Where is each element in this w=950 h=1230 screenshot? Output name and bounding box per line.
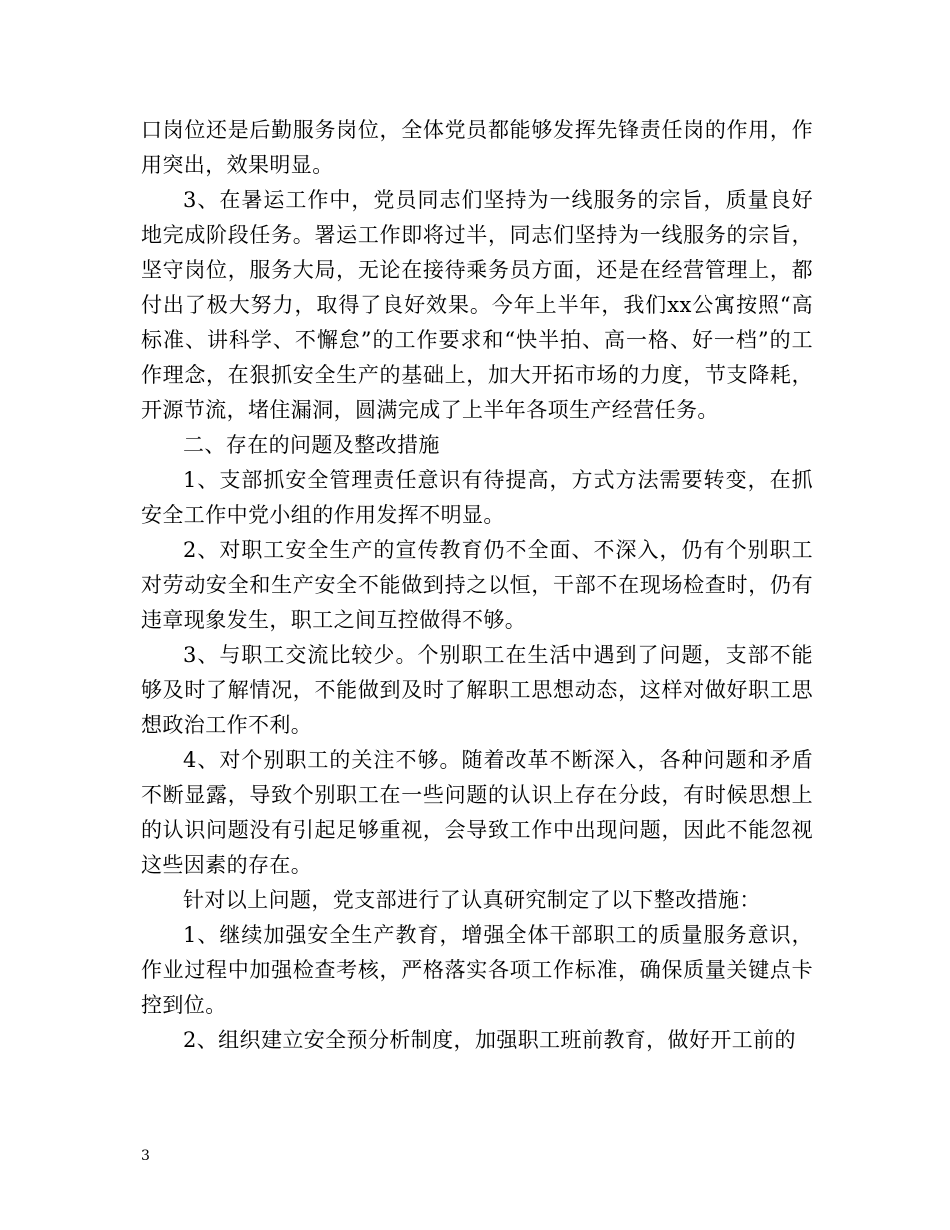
section-heading-problems: 二、存在的问题及整改措施: [183, 433, 440, 457]
paragraph-summer-transport: 3、在暑运工作中，党员同志们坚持为一线服务的宗旨，质量良好地完成阶段任务。署运工作即将过半，同志们坚持为一线服务的宗旨，坚守岗位，服务大局，无论在接待乘务员方面，还是在经营管理上，都付出了极大努力，取得了良好效果。今年上半年，我们xx公寓按照“高标准、讲科学、不懈怠”的工作要求和“快半拍、高一格、好一档”的工作理念，在狠抓安全生产的基础上，加大开拓市场的力度，节支降耗，开源节流，堵住漏洞，圆满完成了上半年各项生产经营任务。: [141, 188, 813, 422]
document-body: [141, 113, 813, 1058]
page-number: 3: [141, 1148, 150, 1164]
paragraph-continuation: 口岗位还是后勤服务岗位，全体党员都能够发挥先锋责任岗的作用，作用突出，效果明显。: [141, 118, 813, 177]
paragraph-measure-1: 1、继续加强安全生产教育，增强全体干部职工的质量服务意识，作业过程中加强检查考核，严格落实各项工作标准，确保质量关键点卡控到位。: [141, 923, 813, 1017]
paragraph-measure-2: 2、组织建立安全预分析制度，加强职工班前教育，做好开工前的: [183, 1028, 796, 1052]
paragraph-problem-2: 2、对职工安全生产的宣传教育仍不全面、不深入，仍有个别职工对劳动安全和生产安全不能做到持之以恒，干部不在现场检查时，仍有违章现象发生，职工之间互控做得不够。: [141, 538, 813, 632]
paragraph-measures-intro: 针对以上问题，党支部进行了认真研究制定了以下整改措施：: [183, 888, 761, 912]
paragraph-problem-3: 3、与职工交流比较少。个别职工在生活中遇到了问题，支部不能够及时了解情况，不能做到及时了解职工思想动态，这样对做好职工思想政治工作不利。: [141, 643, 813, 737]
paragraph-problem-1: 1、支部抓安全管理责任意识有待提高，方式方法需要转变，在抓安全工作中党小组的作用发挥不明显。: [141, 468, 813, 527]
paragraph-problem-4: 4、对个别职工的关注不够。随着改革不断深入，各种问题和矛盾不断显露，导致个别职工在一些问题的认识上存在分歧，有时候思想上的认识问题没有引起足够重视，会导致工作中出现问题，因此不能忽视这些因素的存在。: [141, 748, 813, 877]
